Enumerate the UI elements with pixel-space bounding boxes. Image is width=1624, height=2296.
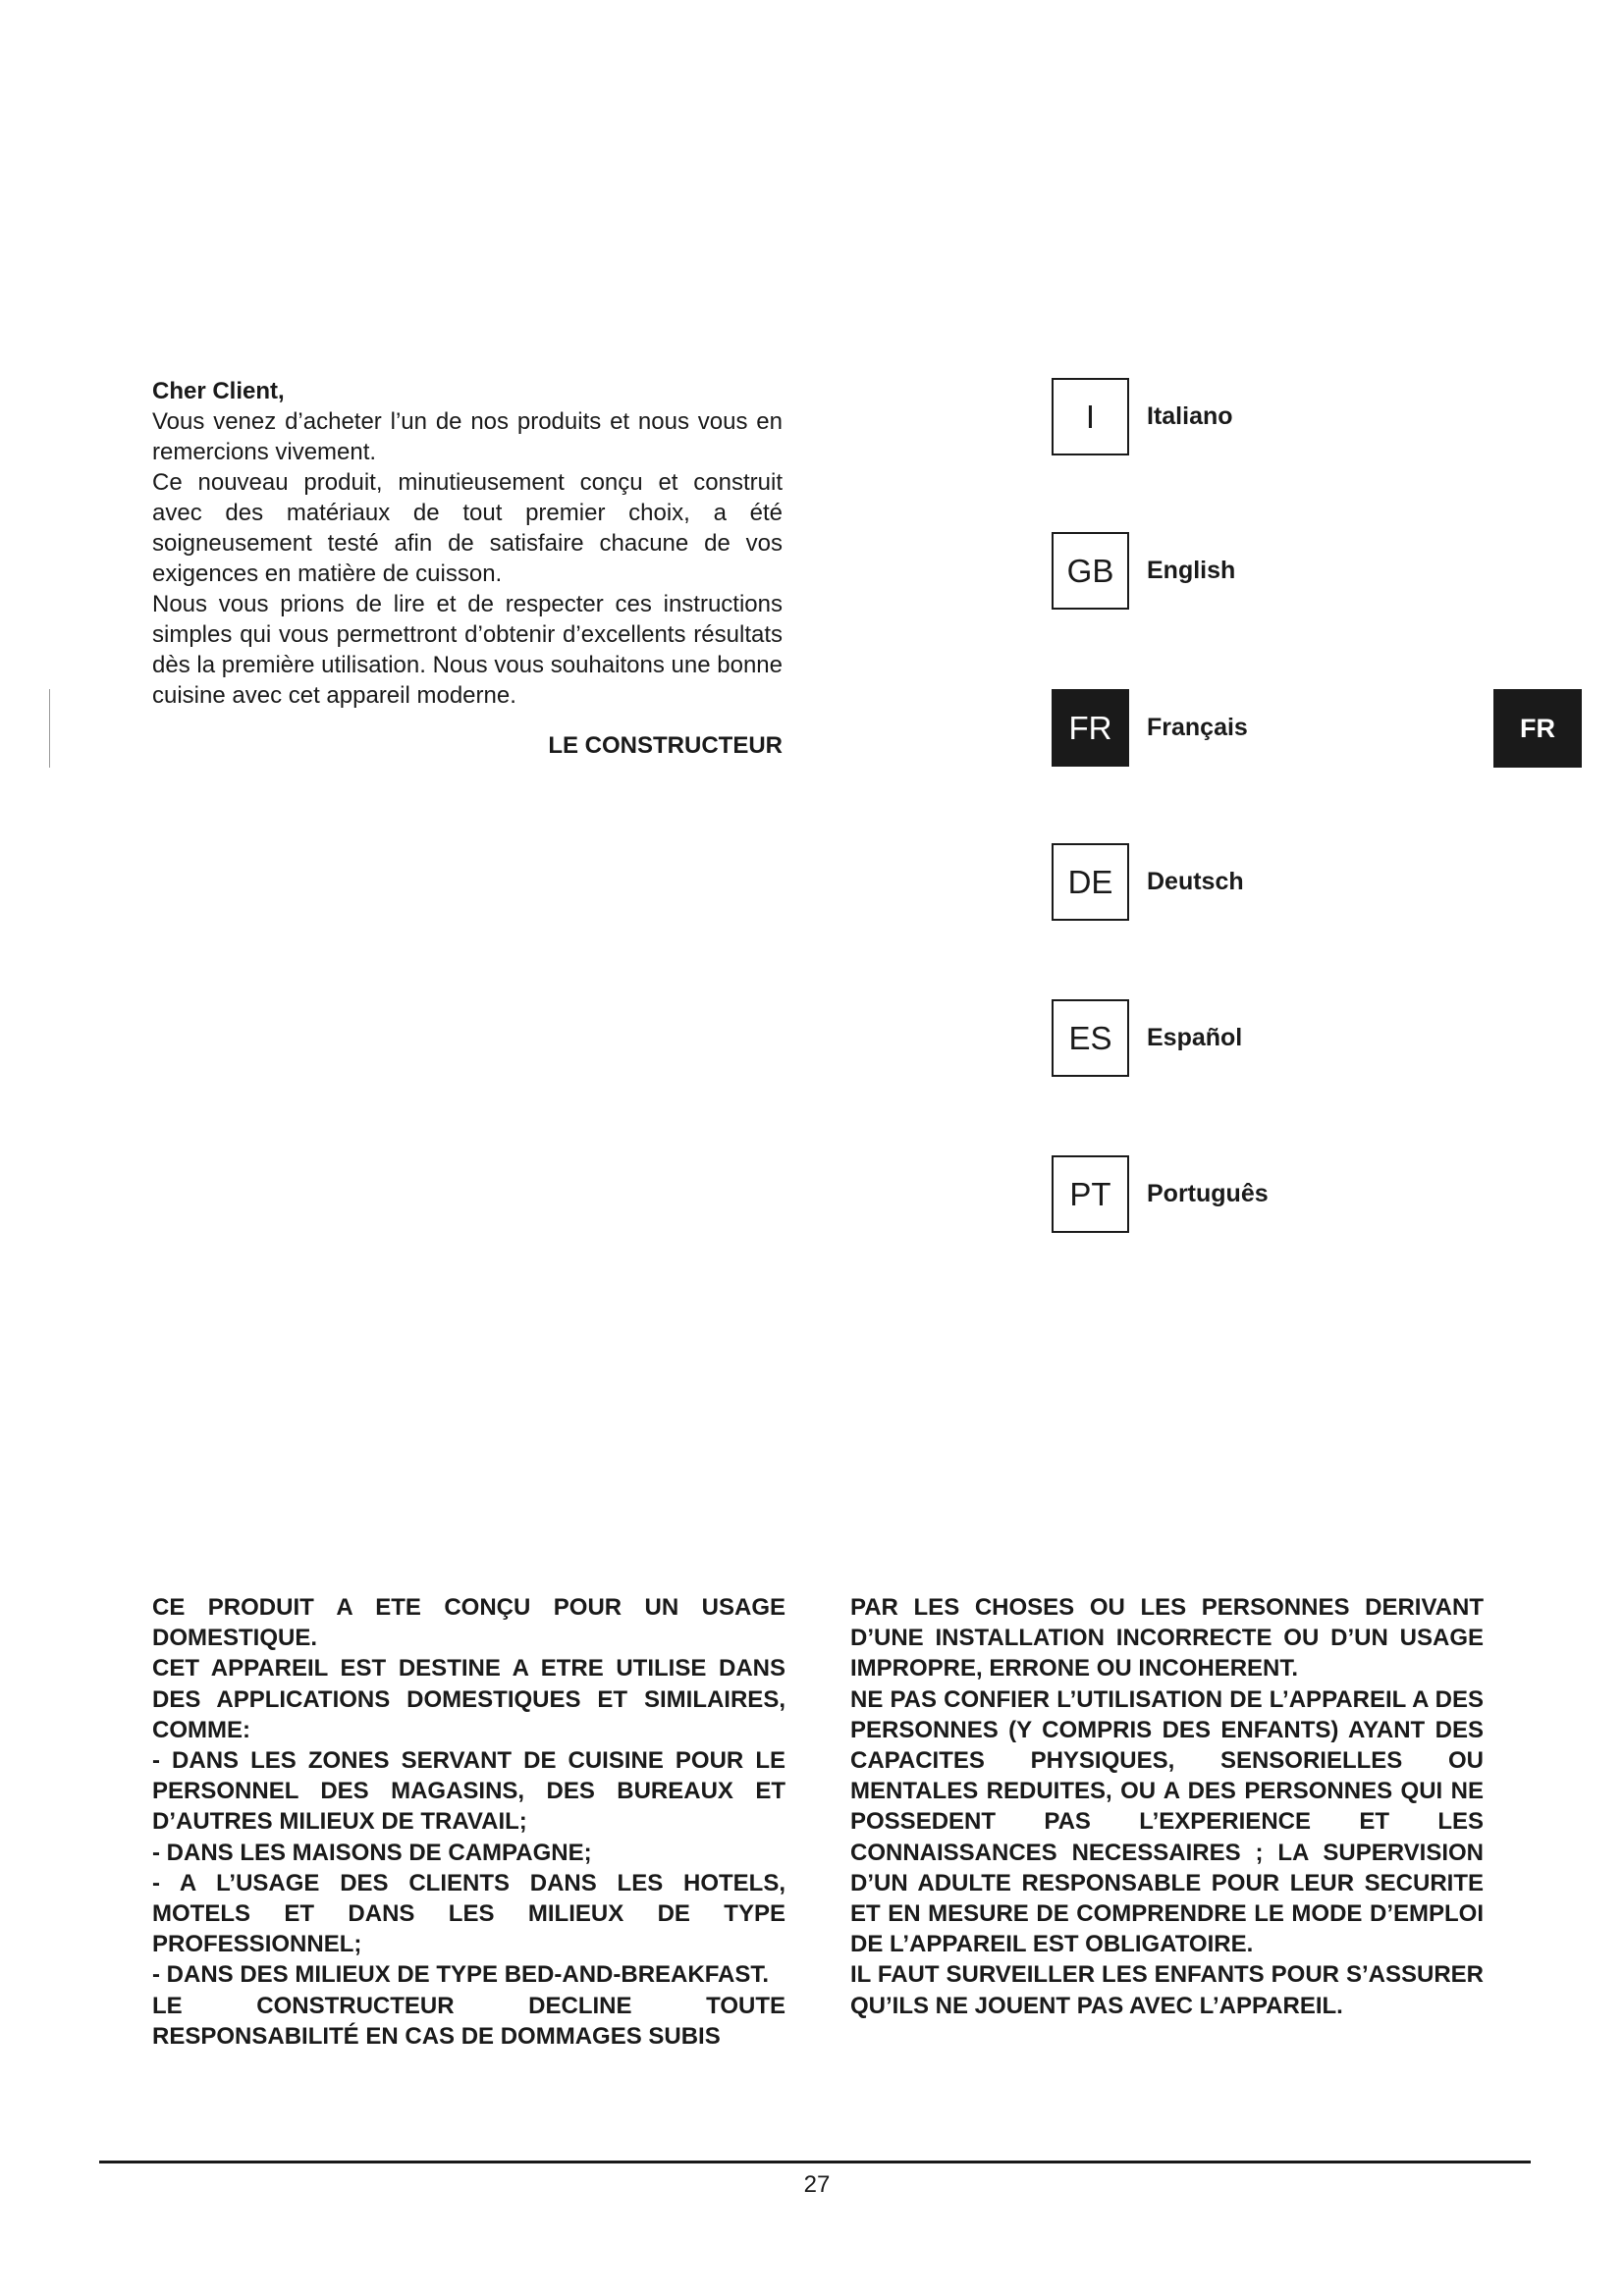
notice-paragraph: LE CONSTRUCTEUR DECLINE TOUTE RESPONSABILITÉ EN CAS DE DOMMAGES SUBIS: [152, 1992, 785, 2050]
intro-paragraph: Ce nouveau produit, minutieusement conçu et construit avec des matériaux de tout premier choix, a été soigneusement testé afin de satisfaire chacune de vos exigences en matière de cuisson.: [152, 469, 783, 587]
intro-letter: [152, 376, 783, 761]
language-code-box: ES: [1052, 999, 1129, 1077]
language-name: English: [1147, 557, 1236, 584]
language-index: [1052, 378, 1346, 1242]
safety-notice-right: [850, 1592, 1484, 2021]
footer-divider: [99, 2161, 1531, 2163]
notice-paragraph: - DANS LES ZONES SERVANT DE CUISINE POUR LE PERSONNEL DES MAGASINS, DES BUREAUX ET D’AUTRES MILIEUX DE TRAVAIL;: [152, 1747, 785, 1836]
margin-mark: [49, 689, 50, 768]
language-row-i: [1052, 378, 1346, 455]
language-name: Español: [1147, 1024, 1243, 1051]
notice-paragraph: - DANS DES MILIEUX DE TYPE BED-AND-BREAKFAST.: [152, 1961, 770, 1989]
page-number: 27: [803, 2171, 831, 2198]
language-code-box: DE: [1052, 843, 1129, 921]
notice-paragraph: CE PRODUIT A ETE CONÇU POUR UN USAGE DOMESTIQUE.: [152, 1594, 785, 1652]
language-row-fr: [1052, 689, 1346, 767]
language-code-box: PT: [1052, 1155, 1129, 1233]
notice-paragraph: - A L’USAGE DES CLIENTS DANS LES HOTELS, MOTELS ET DANS LES MILIEUX DE TYPE PROFESSIONNEL;: [152, 1869, 785, 1958]
language-row-es: [1052, 999, 1346, 1077]
language-row-pt: [1052, 1155, 1346, 1233]
intro-paragraph: Nous vous prions de lire et de respecter ces instructions simples qui vous permettront d’obtenir d’excellents résultats dès la première utilisation. Nous vous souhaitons une bonne cuisine avec cet appareil moderne.: [152, 591, 783, 709]
language-name: Deutsch: [1147, 868, 1244, 895]
greeting: Cher Client,: [152, 378, 285, 404]
signature: LE CONSTRUCTEUR: [548, 732, 783, 759]
intro-paragraph: Vous venez d’acheter l’un de nos produits et nous vous en remercions vivement.: [152, 408, 783, 465]
notice-paragraph: NE PAS CONFIER L’UTILISATION DE L’APPAREIL A DES PERSONNES (Y COMPRIS DES ENFANTS) AYANT DES CAPACITES PHYSIQUES, SENSORIELLES OU MENTALES REDUITES, OU A DES PERSONNES QUI NE POSSEDENT PAS L’EXPERIENCE ET LES CONNAISSANCES NECESSAIRES ; LA SUPERVISION D’UN ADULTE RESPONSABLE POUR LEUR SECURITE ET EN MESURE DE COMPRENDRE LE MODE D’EMPLOI DE L’APPAREIL EST OBLIGATOIRE.: [850, 1685, 1484, 1958]
notice-paragraph: PAR LES CHOSES OU LES PERSONNES DERIVANT D’UNE INSTALLATION INCORRECTE OU D’UN USAGE IMPROPRE, ERRONE OU INCOHERENT.: [850, 1594, 1484, 1682]
language-row-de: [1052, 843, 1346, 921]
language-code-box: GB: [1052, 532, 1129, 610]
notice-paragraph: - DANS LES MAISONS DE CAMPAGNE;: [152, 1839, 592, 1866]
safety-notice-left: [152, 1592, 785, 2052]
language-code-box: FR: [1052, 689, 1129, 767]
language-side-tab: FR: [1493, 689, 1582, 768]
notice-paragraph: IL FAUT SURVEILLER LES ENFANTS POUR S’ASSURER QU’ILS NE JOUENT PAS AVEC L’APPAREIL.: [850, 1961, 1484, 2019]
language-name: Português: [1147, 1180, 1269, 1207]
language-code-box: I: [1052, 378, 1129, 455]
notice-paragraph: CET APPAREIL EST DESTINE A ETRE UTILISE DANS DES APPLICATIONS DOMESTIQUES ET SIMILAIRES, COMME:: [152, 1655, 785, 1743]
language-row-gb: [1052, 532, 1346, 610]
language-name: Italiano: [1147, 402, 1233, 430]
language-name: Français: [1147, 714, 1248, 741]
